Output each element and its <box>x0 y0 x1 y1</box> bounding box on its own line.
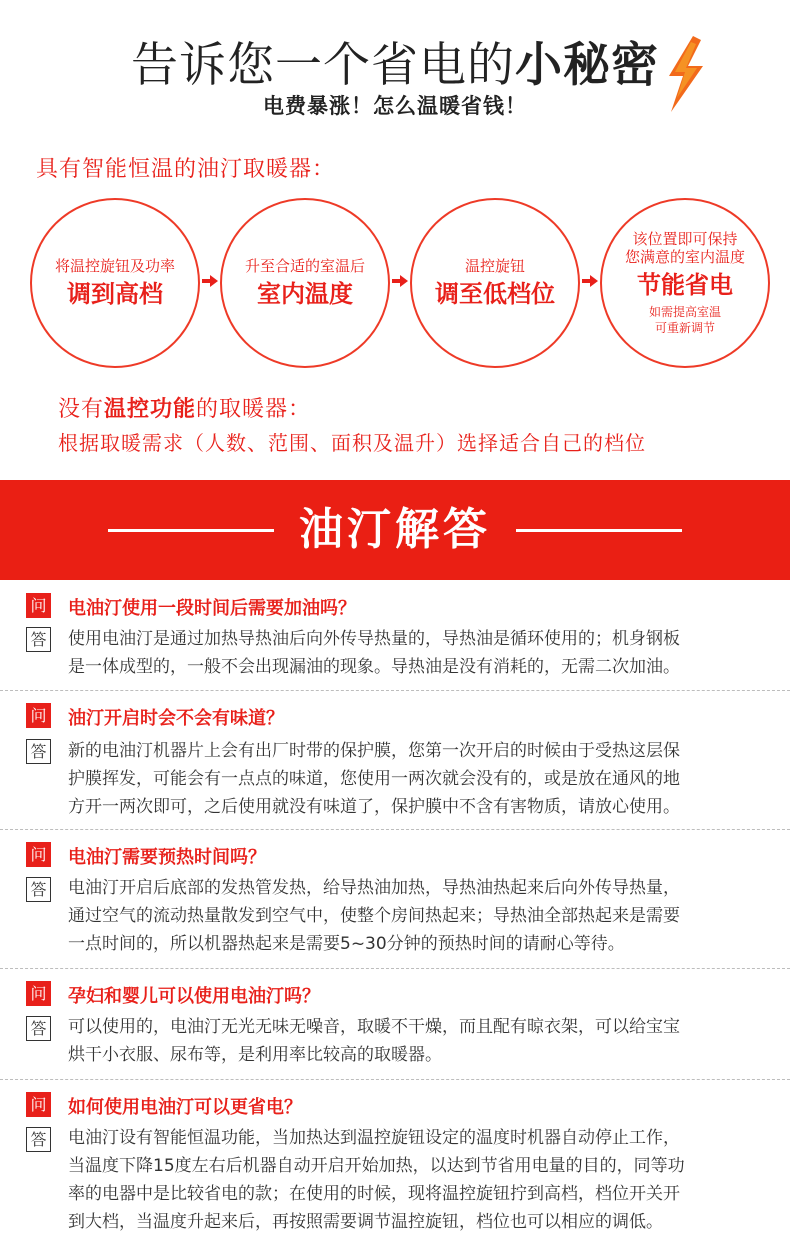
arrow-right-icon <box>392 274 408 288</box>
step-4-note <box>649 304 721 336</box>
answer-line: 一点时间的，所以机器热起来是需要5~30分钟的预热时间的请耐心等待。 <box>68 934 625 954</box>
answer-badge: 答 <box>26 627 51 652</box>
no-thermostat-heading-pre: 没有 <box>58 397 105 422</box>
answer-badge: 答 <box>26 1016 51 1041</box>
step-4-small-1: 该位置即可保持 <box>632 229 738 248</box>
hero-title-normal: 告诉您一个省电的 <box>131 38 515 93</box>
question-badge: 问 <box>26 593 51 618</box>
answer-line: 护膜挥发，可能会有一点点的味道，您使用一两次就会没有的，或是放在通风的地 <box>68 769 680 789</box>
answer-line: 通过空气的流动热量散发到空气中，使整个房间热起来；导热油全部热起来是需要 <box>68 906 680 926</box>
question-text: 电油汀使用一段时间后需要加油吗？ <box>68 598 356 619</box>
no-thermostat-heading <box>58 392 646 423</box>
no-thermostat-heading-bold: 温控功能 <box>104 397 197 422</box>
question-text: 油汀开启时会不会有味道？ <box>68 708 284 729</box>
faq-banner <box>0 480 790 580</box>
hero-title <box>0 28 790 95</box>
question-badge: 问 <box>26 1092 51 1117</box>
step-3-big: 调至低档位 <box>435 279 555 308</box>
answer-text <box>68 625 758 681</box>
answer-badge: 答 <box>26 877 51 902</box>
arrow-right-icon <box>202 274 218 288</box>
step-4-small-2: 您满意的室内温度 <box>624 248 745 267</box>
answer-line: 是一体成型的，一般不会出现漏油的现象。导热油是没有消耗的，无需二次加油。 <box>68 657 680 677</box>
step-circle-4 <box>600 198 770 368</box>
step-circle-1 <box>30 198 200 368</box>
answer-line: 烘干小衣服、尿布等，是利用率比较高的取暖器。 <box>68 1045 442 1065</box>
step-circle-2 <box>220 198 390 368</box>
answer-line: 电油汀设有智能恒温功能，当加热达到温控旋钮设定的温度时机器自动停止工作， <box>68 1128 680 1148</box>
answer-line: 到大档，当温度升起来后，再按照需要调节温控旋钮，档位也可以相应的调低。 <box>68 1212 663 1232</box>
step-1-small: 将温控旋钮及功率 <box>54 257 175 276</box>
divider <box>0 968 790 969</box>
question-badge: 问 <box>26 703 51 728</box>
answer-text <box>68 1013 758 1069</box>
answer-line: 可以使用的，电油汀无光无味无噪音，取暖不干燥，而且配有晾衣架，可以给宝宝 <box>68 1017 680 1037</box>
question-badge: 问 <box>26 981 51 1006</box>
hero-subtitle: 电费暴涨！怎么温暖省钱！ <box>263 94 527 118</box>
steps-row <box>30 198 770 370</box>
answer-text <box>68 737 758 821</box>
step-4-big: 节能省电 <box>637 271 733 300</box>
answer-text <box>68 1124 758 1236</box>
hero-title-line <box>131 28 659 95</box>
answer-line: 使用电油汀是通过加热导热油后向外传导热量的，导热油是循环使用的；机身钢板 <box>68 629 680 649</box>
divider <box>0 690 790 691</box>
step-1-big: 调到高档 <box>67 279 163 308</box>
faq-banner-title: 油汀解答 <box>299 504 491 555</box>
step-2-big: 室内温度 <box>257 279 353 308</box>
step-4-note-2: 可重新调节 <box>654 321 715 336</box>
step-3-small: 温控旋钮 <box>464 257 525 276</box>
hero-title-bold: 小秘密 <box>515 38 659 93</box>
question-text: 孕妇和婴儿可以使用电油汀吗？ <box>68 986 320 1007</box>
answer-line: 当温度下降15度左右后机器自动开启开始加热，以达到节省用电量的目的，同等功 <box>68 1156 685 1176</box>
arrow-right-icon <box>582 274 598 288</box>
divider <box>0 1079 790 1080</box>
answer-badge: 答 <box>26 1127 51 1152</box>
smart-thermostat-heading: 具有智能恒温的油汀取暖器： <box>36 157 336 182</box>
question-text: 如何使用电油汀可以更省电？ <box>68 1097 302 1118</box>
no-thermostat-section <box>58 392 646 456</box>
divider <box>0 829 790 830</box>
answer-badge: 答 <box>26 739 51 764</box>
answer-text <box>68 874 758 958</box>
step-4-note-1: 如需提高室温 <box>648 304 721 319</box>
question-text: 电油汀需要预热时间吗？ <box>68 847 266 868</box>
answer-line: 率的电器中是比较省电的款；在使用的时候，现将温控旋钮拧到高档，档位开关开 <box>68 1184 680 1204</box>
answer-line: 新的电油汀机器片上会有出厂时带的保护膜，您第一次开启的时候由于受热这层保 <box>68 741 680 761</box>
step-2-small: 升至合适的室温后 <box>244 257 365 276</box>
answer-line: 电油汀开启后底部的发热管发热，给导热油加热，导热油热起来后向外传导热量， <box>68 878 680 898</box>
no-thermostat-heading-post: 的取暖器： <box>196 397 312 422</box>
answer-line: 方开一两次即可，之后使用就没有味道了，保护膜中不含有害物质，请放心使用。 <box>68 797 680 817</box>
no-thermostat-text: 根据取暖需求（人数、范围、面积及温升）选择适合自己的档位 <box>58 431 646 455</box>
question-badge: 问 <box>26 842 51 867</box>
step-circle-3 <box>410 198 580 368</box>
